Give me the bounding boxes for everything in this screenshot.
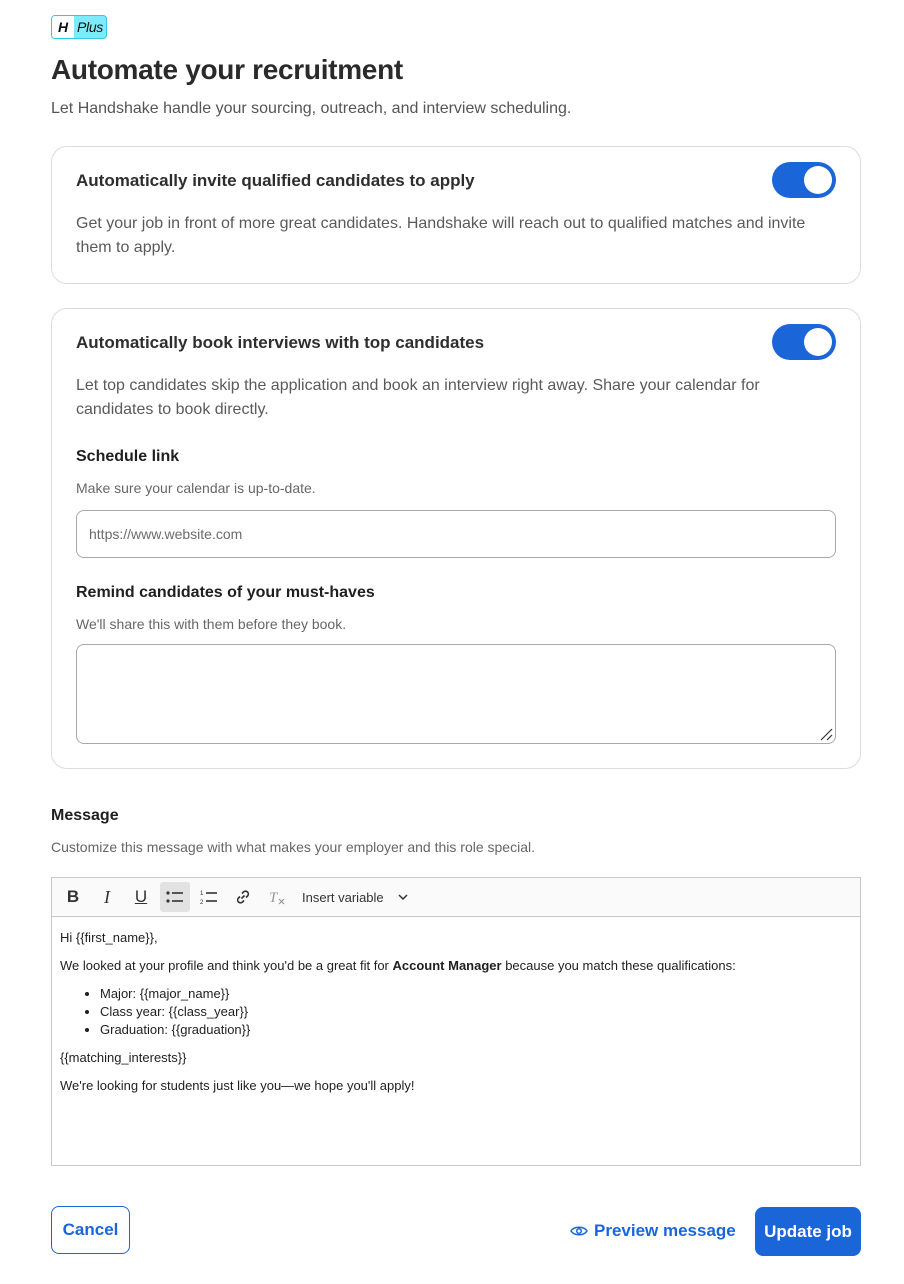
insert-variable-dropdown[interactable] xyxy=(302,890,408,905)
interview-toggle[interactable] xyxy=(772,324,836,360)
preview-message-label: Preview message xyxy=(594,1221,736,1240)
qualifications-list xyxy=(100,985,852,1039)
link-button[interactable] xyxy=(228,882,258,912)
numbered-list-button[interactable] xyxy=(194,882,224,912)
must-haves-label: Remind candidates of your must-haves xyxy=(76,584,375,601)
job-title: Account Manager xyxy=(392,958,502,973)
page-title: Automate your recruitment xyxy=(51,54,403,85)
italic-button[interactable]: I xyxy=(104,886,110,907)
svg-text:T: T xyxy=(269,890,278,905)
plus-label: Plus xyxy=(76,19,104,35)
page-subtitle: Let Handshake handle your sourcing, outreach, and interview scheduling. xyxy=(51,100,572,117)
invite-toggle[interactable] xyxy=(772,162,836,198)
svg-text:2: 2 xyxy=(200,900,204,905)
invite-card-title: Automatically invite qualified candidates to apply xyxy=(76,171,475,190)
update-job-button[interactable]: Update job xyxy=(755,1207,861,1256)
invite-card xyxy=(51,146,861,284)
interview-card xyxy=(51,308,861,769)
interview-card-description: Let top candidates skip the application and book an interview right away. Share your calendar for candidates to book directly. xyxy=(76,377,760,418)
message-label: Message xyxy=(51,807,119,824)
chevron-down-icon xyxy=(398,894,408,900)
preview-message-button[interactable] xyxy=(570,1214,736,1248)
resize-grip-icon[interactable] xyxy=(819,727,833,741)
plus-badge xyxy=(51,15,107,39)
message-interests: {{matching_interests}} xyxy=(60,1050,187,1065)
schedule-link-input[interactable] xyxy=(76,510,836,558)
toggle-knob xyxy=(804,166,832,194)
handshake-logo: H xyxy=(52,16,74,38)
schedule-link-label: Schedule link xyxy=(76,448,180,465)
toggle-knob xyxy=(804,328,832,356)
editor-toolbar xyxy=(52,878,860,917)
clear-format-icon xyxy=(268,889,286,905)
must-haves-textarea[interactable] xyxy=(76,644,836,744)
svg-text:1: 1 xyxy=(200,891,204,897)
interview-card-title: Automatically book interviews with top candidates xyxy=(76,333,485,352)
bold-button[interactable]: B xyxy=(66,887,80,906)
underline-button[interactable]: U xyxy=(134,887,148,906)
message-intro: We looked at your profile and think you'd be a great fit for Account Manager because you match these qualifications: xyxy=(60,958,736,973)
list-item: • Graduation: {{graduation}} xyxy=(100,1021,852,1039)
list-item: • Class year: {{class_year}} xyxy=(100,1003,852,1021)
message-greeting: Hi {{first_name}}, xyxy=(60,930,158,945)
bullet-list-button[interactable] xyxy=(160,882,190,912)
link-icon xyxy=(235,889,251,905)
insert-variable-label: Insert variable xyxy=(302,889,384,905)
message-hint: Customize this message with what makes your employer and this role special. xyxy=(51,839,535,855)
numbered-list-icon xyxy=(200,889,218,905)
bullet-list-icon xyxy=(166,890,184,904)
clear-format-button[interactable] xyxy=(262,882,292,912)
message-editor xyxy=(51,877,861,1166)
message-closing: We're looking for students just like you—we hope you'll apply! xyxy=(60,1078,415,1093)
must-haves-hint: We'll share this with them before they book. xyxy=(76,616,347,632)
invite-card-description: Get your job in front of more great candidates. Handshake will reach out to qualified matches and invite them to apply. xyxy=(76,215,806,256)
eye-icon xyxy=(570,1225,588,1237)
schedule-link-hint: Make sure your calendar is up-to-date. xyxy=(76,480,316,496)
cancel-button[interactable]: Cancel xyxy=(51,1206,130,1254)
list-item: • Major: {{major_name}} xyxy=(100,985,852,1003)
editor-body[interactable] xyxy=(52,917,860,1117)
